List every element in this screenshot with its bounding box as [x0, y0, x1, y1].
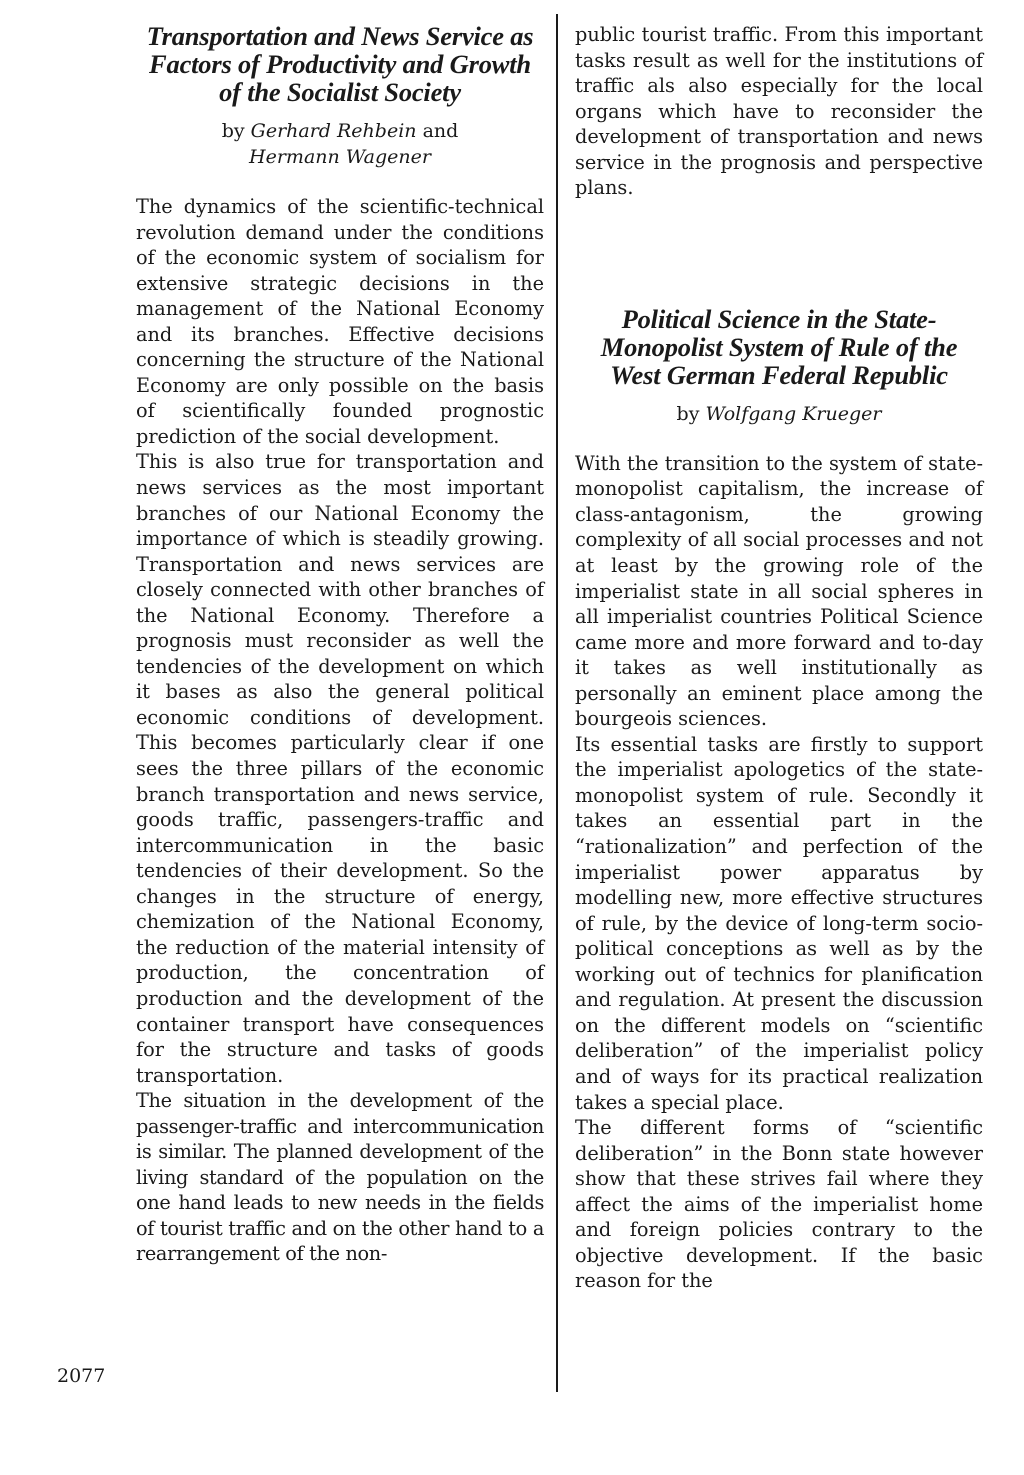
article2-paragraph-3: The different forms of “scientific deliberation” in the Bonn state however show that these strives fail where they affect the aims of the imperialist home and foreign policies contrary to the objective development. If the basic reason for the: [575, 1116, 983, 1293]
article1-by: by: [221, 120, 245, 142]
article1-title: Transportation and News Service as Factors of Productivity and Growth of the Socialist Society: [146, 21, 534, 107]
article1-continuation-paragraph: public tourist traffic. From this important tasks result as well for the institutions of traffic als also especially for the local organs which have to reconsider the development of transportation and news service in the prognosis and perspective plans.: [575, 23, 983, 200]
article2-body: [575, 451, 983, 1294]
article1-paragraph-3: The situation in the development of the passenger-traffic and intercommunication is similar. The planned development of the living standard of the population on the one hand leads to new needs in the fields of tourist traffic and on the other hand to a rearrangement of the non-: [136, 1089, 544, 1266]
article1-and: and: [422, 120, 459, 142]
article1-continuation: [575, 22, 983, 201]
article2-title: Political Science in the State-Monopolist System of Rule of the West German Federal Republic: [600, 303, 958, 390]
section-gap: [575, 201, 983, 305]
article2-by: by: [676, 402, 700, 425]
article1-body: [136, 194, 544, 1267]
article1-paragraph-2: This is also true for transportation and news services as the most important branches of our National Economy the importance of which is steadily growing. Transportation and news services are closely connected with other branches of the National Economy. Therefore a prognosis must reconsider as well the tendencies of the development on which it bases as also the general political economic conditions of development. This becomes particularly clear if one sees the three pillars of the economic branch transportation and news service, goods traffic, passengers-traffic and intercommunication in the basic tendencies of their development. So the changes in the structure of energy, chemization of the National Economy, the reduction of the material intensity of production, the concentration of production and the development of the container transport have consequences for the structure and tasks of goods transportation.: [136, 450, 544, 1087]
right-column: [575, 22, 983, 1294]
article1-author2: Hermann Wagener: [249, 146, 431, 168]
article2-byline: [575, 401, 983, 427]
article2-author: Wolfgang Krueger: [705, 402, 882, 425]
article2-paragraph-1: With the transition to the system of state-monopolist capitalism, the increase of class-antagonism, the growing complexity of all social processes and not at least by the growing role of the imperialist state in all social spheres in all imperialist countries Political Science came more and more forward and to-day it takes as well institutionally as personally an eminent place among the bourgeois sciences.: [575, 451, 983, 731]
page-number: 2077: [57, 1365, 106, 1387]
article2-paragraph-2: Its essential tasks are firstly to support the imperialist apologetics of the state-monopolist system of rule. Secondly it takes an essential part in the “rationalization” and perfection of the imperialist power apparatus by modelling new, more effective structures of rule, by the device of long-term socio-political conceptions as well as by the working out of technics for planification and regulation. At present the discussion on the different models on “scientific deliberation” of the imperialist policy and of ways for its practical realization takes a special place.: [575, 732, 983, 1114]
left-column: [136, 22, 544, 1267]
column-divider: [556, 14, 558, 1392]
article1-paragraph-1: The dynamics of the scientific-technical revolution demand under the conditions of the economic system of socialism for extensive strategic decisions in the management of the National Economy and its branches. Effective decisions concerning the structure of the National Economy are only possible on the basis of scientifically founded prognostic prediction of the social development.: [136, 195, 544, 448]
article1-byline: [136, 118, 544, 170]
article1-author1: Gerhard Rehbein: [250, 120, 417, 142]
